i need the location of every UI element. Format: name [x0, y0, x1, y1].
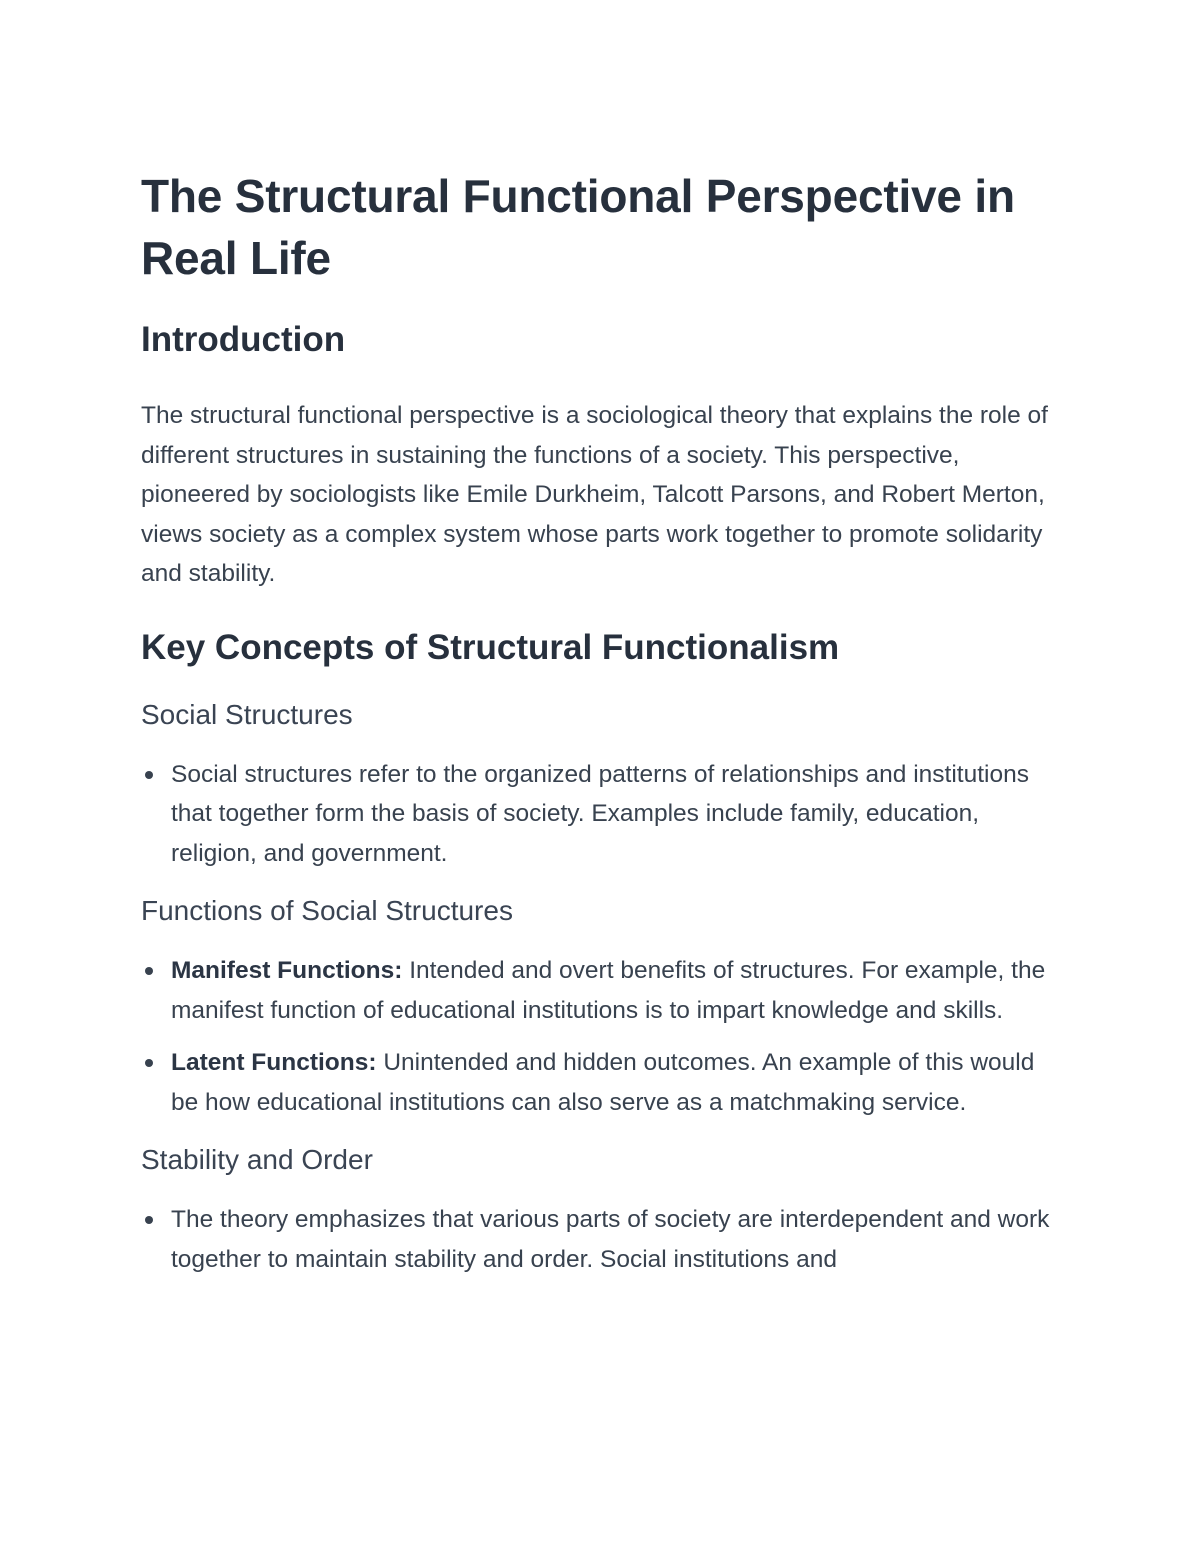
- social-structures-heading: Social Structures: [141, 698, 353, 730]
- list-item-text: Intended and overt benefits of structures. For example, the manifest function of educational institutions is to impart knowledge and skills.: [171, 956, 1046, 1024]
- introduction-paragraph: The structural functional perspective is a sociological theory that explains the role of different structures in sustaining the functions of a society. This perspective, pioneered by sociologists like Emile Durkheim, Talcott Parsons, and Robert Merton, views society as a complex system whose parts work together to promote solidarity and stability.: [141, 402, 1048, 587]
- stability-heading: Stability and Order: [141, 1144, 373, 1176]
- list-item-text: Unintended and hidden outcomes. An example of this would be how educational institutions can also serve as a matchmaking service.: [171, 1049, 1035, 1117]
- page-title: The Structural Functional Perspective in Real Life: [141, 170, 1015, 284]
- stability-list: [141, 1200, 1061, 1280]
- bullet-icon: [145, 1059, 153, 1067]
- bullet-icon: [145, 771, 153, 779]
- functions-list: [141, 951, 1061, 1123]
- bullet-icon: [145, 967, 153, 975]
- social-structures-list: [141, 755, 1061, 874]
- list-item: [141, 1043, 1061, 1123]
- list-item: [141, 755, 1061, 874]
- list-item: [141, 1200, 1061, 1280]
- list-item-text: Social structures refer to the organized patterns of relationships and institutions that together form the basis of society. Examples include family, education, religion, and government.: [171, 760, 1029, 868]
- list-item-text: The theory emphasizes that various parts of society are interdependent and work together to maintain stability and order. Social institutions and: [171, 1206, 1050, 1273]
- bullet-icon: [145, 1216, 153, 1224]
- document-page: [141, 165, 1061, 1280]
- list-item-term: Manifest Functions:: [171, 956, 403, 984]
- functions-heading: Functions of Social Structures: [141, 894, 513, 926]
- introduction-heading: Introduction: [141, 320, 346, 359]
- list-item-term: Latent Functions:: [171, 1049, 377, 1077]
- list-item: [141, 951, 1061, 1031]
- key-concepts-heading: Key Concepts of Structural Functionalism: [141, 627, 840, 667]
